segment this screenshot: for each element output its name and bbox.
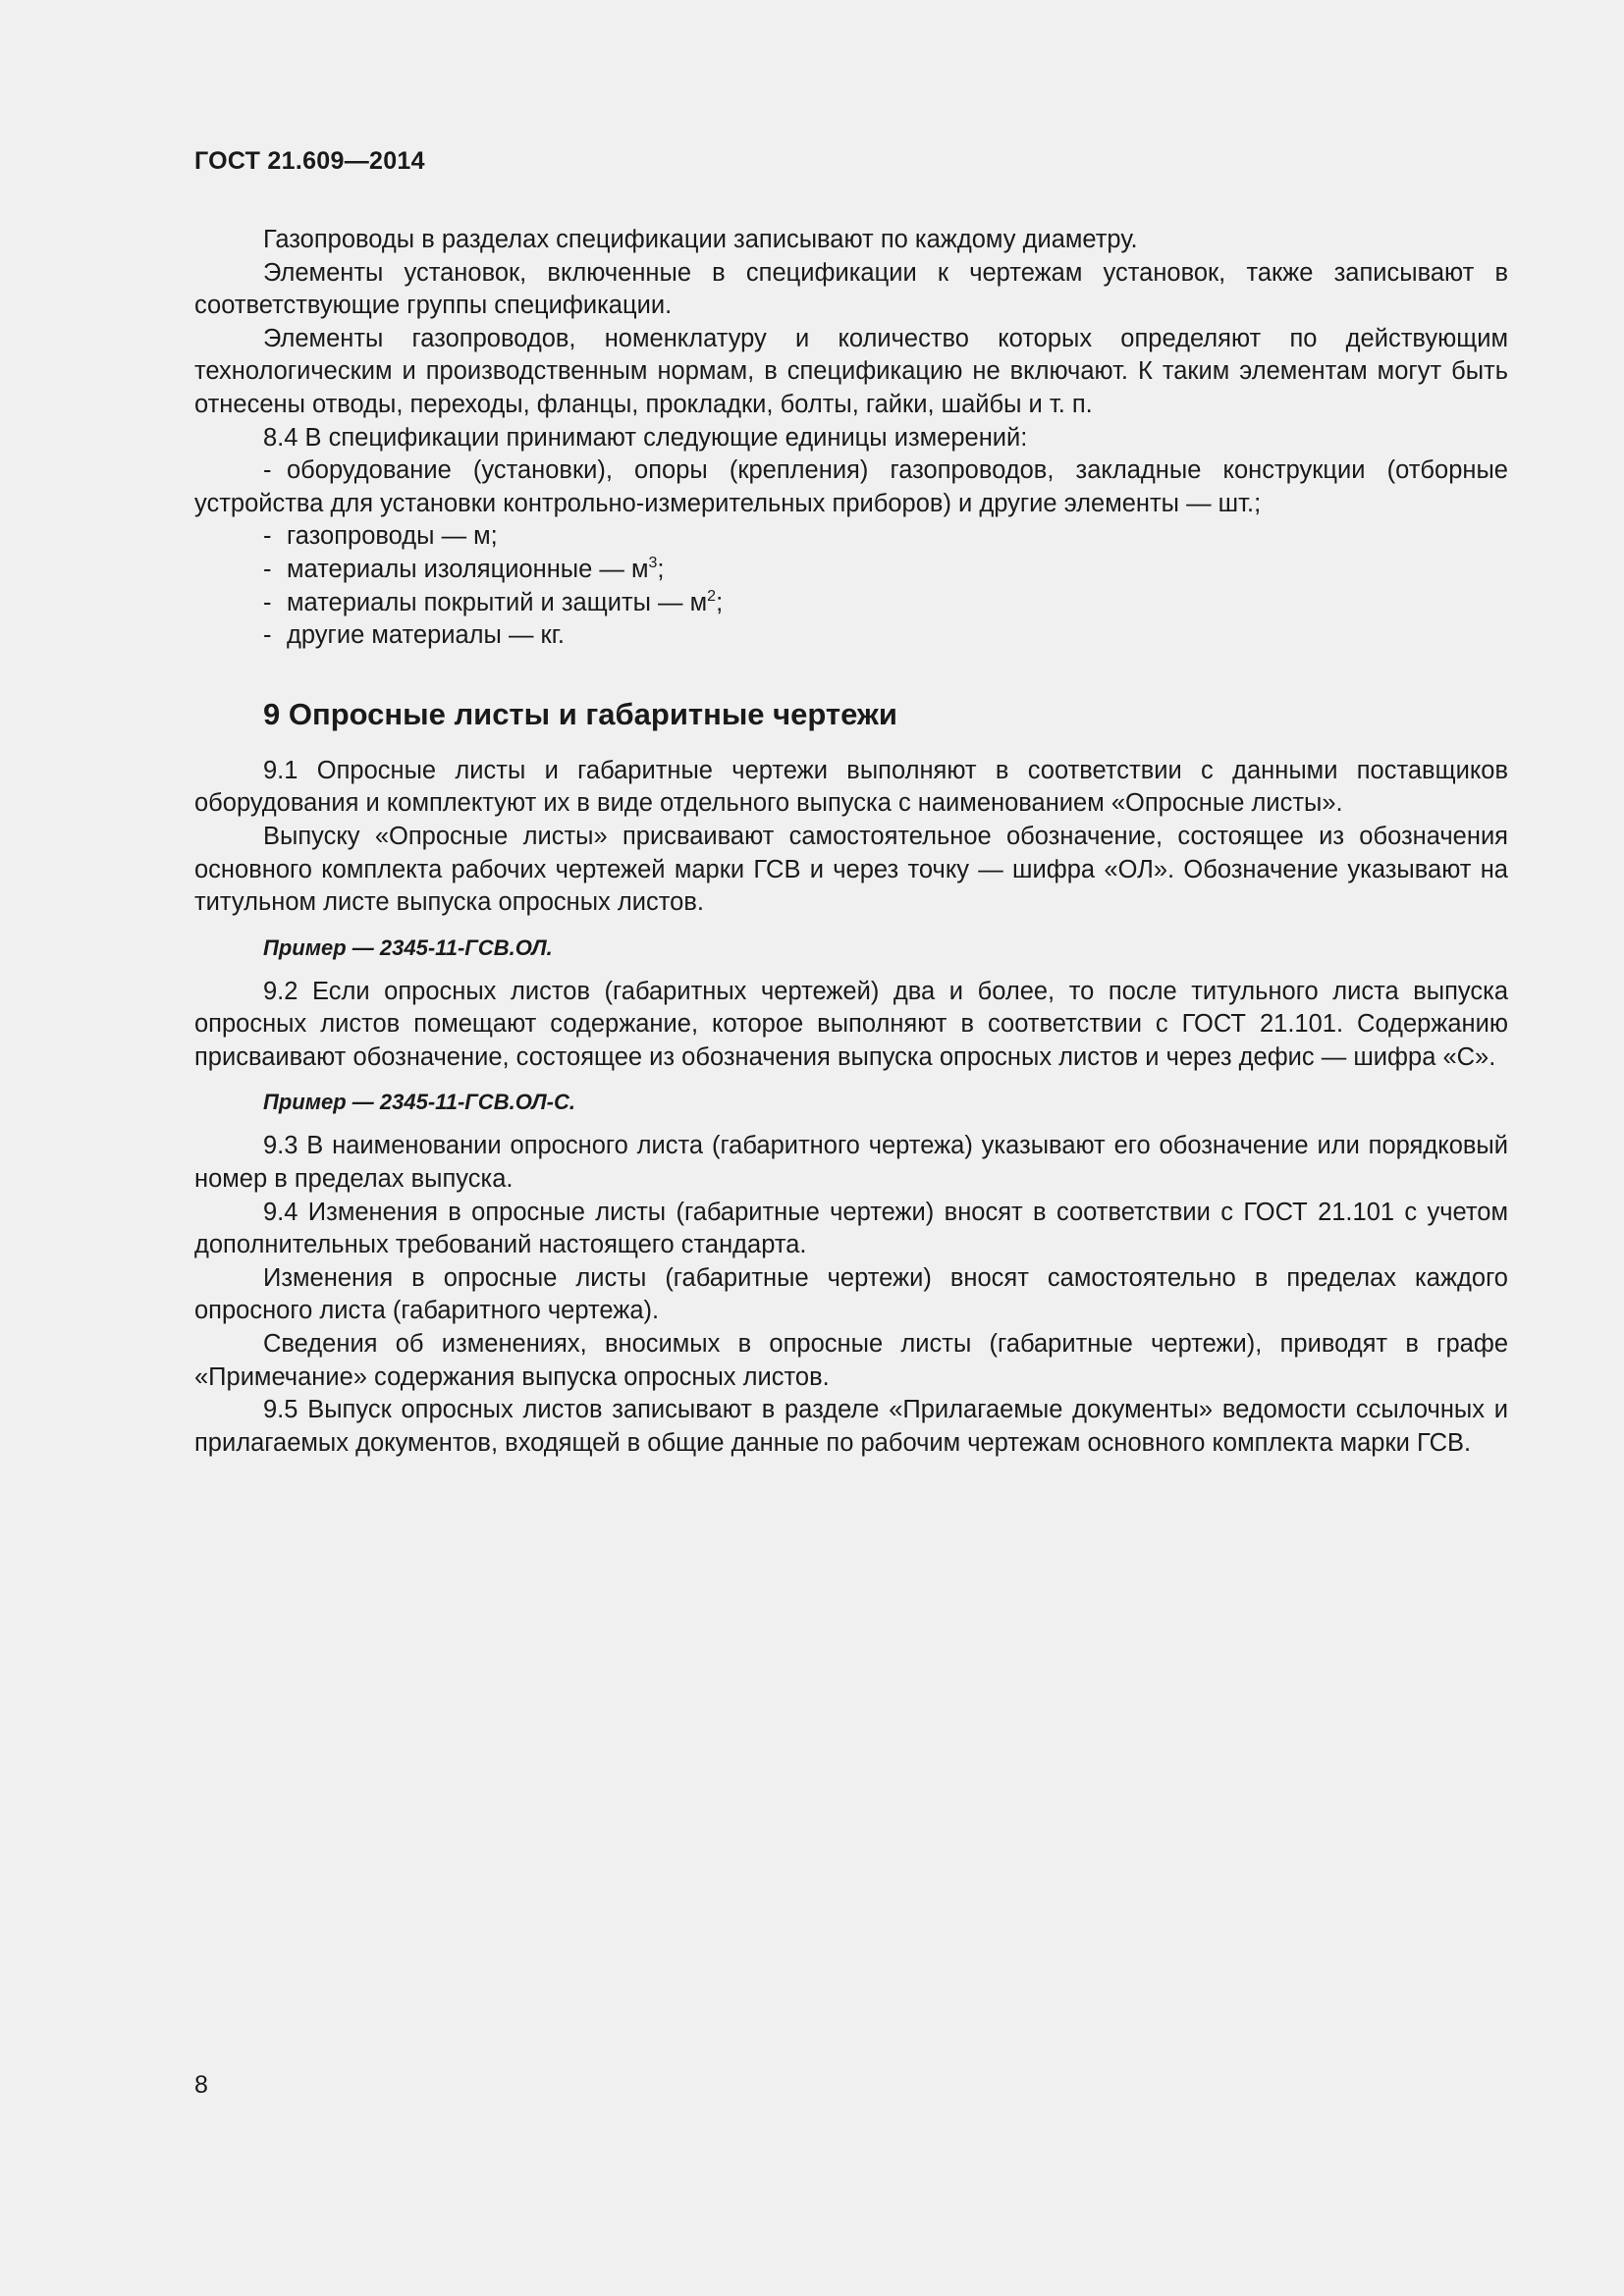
unit-item-text: газопроводы — м; — [287, 522, 498, 551]
paragraph-9-2: 9.2 Если опросных листов (габаритных чертежей) два и более, то после титульного листа выпуска опросных листов помещают содержание, которое выполняют в соответствии с ГОСТ 21.101. Содержанию присваивают обозначение, состоящее из обозначения выпуска опросных листов и через дефис — шифра «С». — [194, 977, 1508, 1071]
unit-item-end: ; — [657, 555, 665, 583]
page-number: 8 — [194, 2071, 208, 2099]
paragraph-gas-pipelines: Газопроводы в разделах спецификации записывают по каждому диаметру. — [263, 226, 1138, 253]
paragraph-8-4: 8.4 В спецификации принимают следующие единицы измерений: — [263, 423, 1028, 452]
paragraph-9-3: 9.3 В наименовании опросного листа (габаритного чертежа) указывают его обозначение или порядковый номер в пределах выпуска. — [194, 1132, 1508, 1194]
paragraph-installation-elements: Элементы установок, включенные в спецификации к чертежам установок, также записывают в соответствующие группы спецификации. — [194, 258, 1508, 320]
document-body — [194, 224, 1508, 1460]
unit-item-insulation — [194, 554, 1508, 587]
unit-item-coatings — [194, 587, 1508, 620]
paragraph-9-1-designation: Выпуску «Опросные листы» присваивают самостоятельное обозначение, состоящее из обозначения основного комплекта рабочих чертежей марки ГСВ и через точку — шифра «ОЛ». Обозначение указывают на титульном листе выпуска опросных листов. — [194, 822, 1508, 917]
unit-item-equipment — [194, 454, 1508, 520]
document-header: ГОСТ 21.609—2014 — [194, 147, 425, 175]
unit-item-text: другие материалы — кг. — [287, 621, 565, 650]
unit-item-text: материалы изоляционные — м — [287, 555, 649, 583]
section-9-title: 9 Опросные листы и габаритные чертежи — [263, 696, 897, 731]
list-dash: - — [263, 588, 272, 616]
paragraph-9-1: 9.1 Опросные листы и габаритные чертежи выполняют в соответствии с данными поставщиков оборудования и комплектуют их в виде отдельного выпуска с наименованием «Опросные листы». — [194, 756, 1508, 818]
unit-item-pipelines — [194, 520, 1508, 554]
unit-item-text: материалы покрытий и защиты — м — [287, 588, 708, 616]
paragraph-pipeline-elements: Элементы газопроводов, номенклатуру и количество которых определяют по действующим технологическим и производственным нормам, в спецификацию не включают. К таким элементам могут быть отнесены отводы, переходы, фланцы, прокладки, болты, гайки, шайбы и т. п. — [194, 324, 1508, 418]
example-designation-ol: Пример — 2345-11-ГСВ.ОЛ. — [263, 934, 553, 960]
unit-item-other — [194, 619, 1508, 653]
unit-superscript: 3 — [648, 554, 658, 571]
unit-superscript: 2 — [707, 587, 717, 605]
list-dash: - — [263, 456, 272, 485]
list-dash: - — [263, 555, 272, 583]
paragraph-9-4-changes: Изменения в опросные листы (габаритные чертежи) вносят самостоятельно в пределах каждого опросного листа (габаритного чертежа). — [194, 1263, 1508, 1325]
paragraph-9-5: 9.5 Выпуск опросных листов записывают в разделе «Прилагаемые документы» ведомости ссылочных и прилагаемых документов, входящей в общие данные по рабочим чертежам основного комплекта марки ГСВ. — [194, 1396, 1508, 1457]
unit-item-end: ; — [716, 588, 724, 616]
example-designation-ol-c: Пример — 2345-11-ГСВ.ОЛ-С. — [263, 1090, 575, 1115]
paragraph-9-4: 9.4 Изменения в опросные листы (габаритные чертежи) вносят в соответствии с ГОСТ 21.101 с учетом дополнительных требований настоящего стандарта. — [194, 1198, 1508, 1259]
list-dash: - — [263, 522, 272, 551]
unit-item-text: оборудование (установки), опоры (крепления) газопроводов, закладные конструкции (отборные устройства для установки контрольно-измерительных приборов) и другие элементы — шт.; — [194, 456, 1508, 517]
list-dash: - — [263, 621, 272, 650]
paragraph-9-4-notes: Сведения об изменениях, вносимых в опросные листы (габаритные чертежи), приводят в графе «Примечание» содержания выпуска опросных листов. — [194, 1330, 1508, 1391]
